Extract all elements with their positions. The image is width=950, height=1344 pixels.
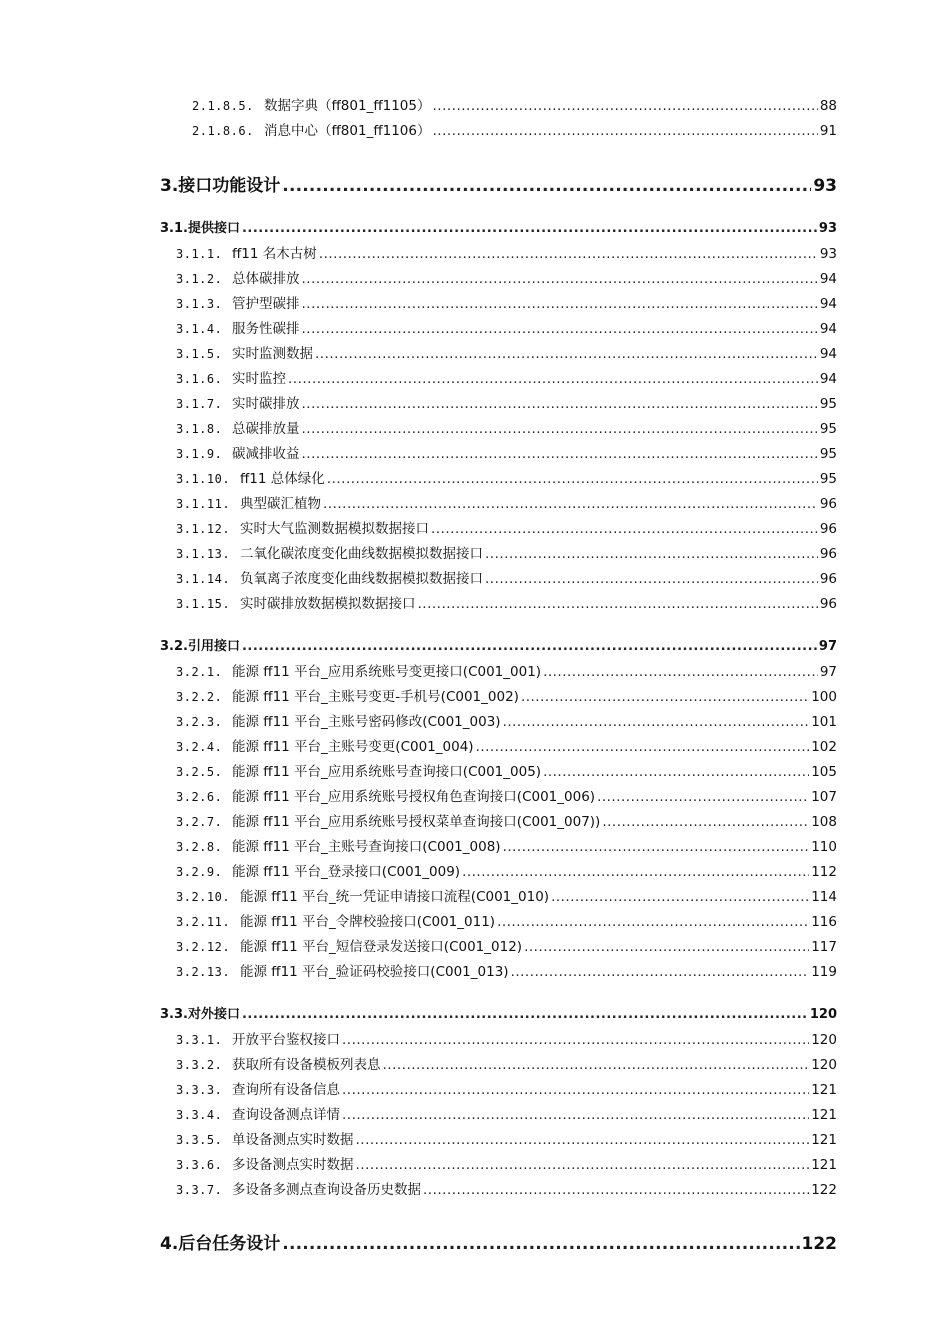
toc-entry[interactable] (176, 1153, 837, 1173)
dot-leader (242, 1007, 808, 1022)
entry-page: 96 (819, 596, 837, 612)
dot-leader (282, 1234, 799, 1254)
dot-leader (356, 1132, 810, 1148)
dot-leader (342, 1107, 809, 1123)
entry-page: 110 (811, 839, 837, 855)
entry-number: 3.2.8. (176, 840, 223, 854)
entry-number: 3.1.10. (176, 472, 231, 486)
entry-page: 122 (811, 1182, 837, 1198)
entry-page: 117 (811, 939, 837, 955)
entry-page: 121 (811, 1132, 837, 1148)
entry-number: 3.1.6. (176, 372, 223, 386)
dot-leader (327, 471, 818, 487)
entry-title: 碳减排收益 (232, 446, 300, 462)
toc-entry[interactable] (176, 592, 837, 612)
toc-entry[interactable] (176, 267, 837, 287)
entry-title: 能源 ff11 平台_应用系统账号授权菜单查询接口(C001_007)) (232, 814, 601, 830)
toc-chapter[interactable] (160, 171, 837, 197)
entry-number: 3.1.2. (176, 272, 223, 286)
entry-page: 96 (819, 496, 837, 512)
entry-number: 3.1.9. (176, 447, 223, 461)
entry-title: 能源 ff11 平台_主账号密码修改(C001_003) (232, 714, 501, 730)
entry-title: 能源 ff11 平台_短信登录发送接口(C001_012) (240, 939, 523, 955)
entry-number: 3.3. (160, 1007, 188, 1022)
entry-page: 94 (819, 371, 837, 387)
toc-entry[interactable] (176, 960, 837, 980)
entry-title: 单设备测点实时数据 (232, 1132, 354, 1148)
dot-leader (503, 839, 810, 855)
toc-entry[interactable] (176, 317, 837, 337)
dot-leader (431, 521, 818, 537)
toc-entry[interactable] (176, 1178, 837, 1198)
toc-entry[interactable] (192, 94, 837, 114)
entry-title: 能源 ff11 平台_登录接口(C001_009) (232, 864, 461, 880)
toc-entry[interactable] (176, 785, 837, 805)
entry-number: 3.3.4. (176, 1108, 223, 1122)
entry-number: 3. (160, 176, 179, 196)
entry-number: 3.2.11. (176, 915, 231, 929)
toc-entry[interactable] (176, 935, 837, 955)
dot-leader (485, 546, 818, 562)
entry-title: 引用接口 (187, 639, 240, 654)
entry-title: 多设备多测点查询设备历史数据 (232, 1182, 421, 1198)
dot-leader (302, 421, 818, 437)
entry-page: 119 (811, 964, 837, 980)
dot-leader (432, 123, 817, 139)
dot-leader (282, 176, 811, 196)
entry-title: 能源 ff11 平台_统一凭证申请接口流程(C001_010) (240, 889, 550, 905)
entry-page: 120 (809, 1007, 837, 1022)
entry-number: 2.1.8.6. (192, 124, 254, 138)
dot-leader (485, 571, 818, 587)
entry-title: ff11 名木古树 (232, 246, 317, 262)
entry-page: 122 (801, 1234, 837, 1254)
entry-number: 2.1.8.5. (192, 99, 254, 113)
toc-entry[interactable] (176, 392, 837, 412)
entry-number: 3.1.4. (176, 322, 223, 336)
dot-leader (597, 789, 809, 805)
entry-title: 二氧化碳浓度变化曲线数据模拟数据接口 (240, 546, 483, 562)
entry-number: 3.1. (160, 221, 188, 236)
entry-page: 95 (819, 396, 837, 412)
entry-number: 3.3.7. (176, 1183, 223, 1197)
toc-section[interactable] (160, 635, 837, 655)
entry-title: 数据字典（ff801_ff1105） (264, 98, 431, 114)
entry-title: 能源 ff11 平台_主账号查询接口(C001_008) (232, 839, 501, 855)
entry-page: 121 (811, 1107, 837, 1123)
entry-title: 实时碳排放 (232, 396, 300, 412)
dot-leader (302, 396, 818, 412)
entry-page: 95 (819, 421, 837, 437)
entry-number: 3.1.12. (176, 522, 231, 536)
toc-entry[interactable] (176, 517, 837, 537)
toc-entry[interactable] (176, 292, 837, 312)
entry-page: 114 (811, 889, 837, 905)
dot-leader (242, 221, 817, 236)
toc-entry[interactable] (176, 760, 837, 780)
entry-page: 93 (819, 246, 837, 262)
dot-leader (432, 98, 817, 114)
entry-number: 3.2. (160, 639, 188, 654)
entry-page: 112 (811, 864, 837, 880)
entry-title: 实时监测数据 (232, 346, 313, 362)
entry-title: 管护型碳排 (232, 296, 300, 312)
entry-page: 97 (818, 639, 837, 654)
entry-page: 94 (819, 321, 837, 337)
entry-title: 总体碳排放 (232, 271, 300, 287)
entry-title: 实时碳排放数据模拟数据接口 (240, 596, 416, 612)
entry-title: 能源 ff11 平台_主账号变更(C001_004) (232, 739, 474, 755)
toc-entry[interactable] (176, 910, 837, 930)
entry-title: 多设备测点实时数据 (232, 1157, 354, 1173)
entry-page: 94 (819, 271, 837, 287)
entry-title: 能源 ff11 平台_应用系统账号授权角色查询接口(C001_006) (232, 789, 596, 805)
entry-title: 实时监控 (232, 371, 286, 387)
entry-number: 3.2.6. (176, 790, 223, 804)
entry-page: 101 (811, 714, 837, 730)
entry-title: 能源 ff11 平台_验证码校验接口(C001_013) (240, 964, 509, 980)
dot-leader (323, 496, 818, 512)
entry-page: 102 (811, 739, 837, 755)
dot-leader (418, 596, 818, 612)
entry-page: 95 (819, 446, 837, 462)
toc-entry[interactable] (176, 542, 837, 562)
entry-title: 查询所有设备信息 (232, 1082, 340, 1098)
dot-leader (315, 346, 818, 362)
entry-number: 3.3.5. (176, 1133, 223, 1147)
entry-number: 3.1.11. (176, 497, 231, 511)
entry-title: 后台任务设计 (178, 1234, 281, 1254)
entry-title: 能源 ff11 平台_令牌校验接口(C001_011) (240, 914, 496, 930)
toc-section[interactable] (160, 217, 837, 237)
entry-title: 消息中心（ff801_ff1106） (264, 123, 431, 139)
entry-number: 3.1.7. (176, 397, 223, 411)
toc-entry[interactable] (176, 242, 837, 262)
entry-number: 3.2.2. (176, 690, 223, 704)
entry-number: 3.2.12. (176, 940, 231, 954)
entry-title: 开放平台鉴权接口 (232, 1032, 340, 1048)
toc-entry[interactable] (176, 467, 837, 487)
dot-leader (342, 1032, 809, 1048)
entry-page: 96 (819, 521, 837, 537)
entry-page: 91 (819, 123, 837, 139)
toc-entry[interactable] (176, 1078, 837, 1098)
entry-page: 93 (818, 221, 837, 236)
dot-leader (242, 639, 817, 654)
entry-title: 实时大气监测数据模拟数据接口 (240, 521, 429, 537)
entry-page: 95 (819, 471, 837, 487)
entry-page: 108 (811, 814, 837, 830)
entry-title: 能源 ff11 平台_主账号变更-手机号(C001_002) (232, 689, 519, 705)
entry-number: 3.2.9. (176, 865, 223, 879)
entry-number: 3.3.2. (176, 1058, 223, 1072)
toc-entry[interactable] (176, 735, 837, 755)
dot-leader (302, 446, 818, 462)
entry-number: 3.2.13. (176, 965, 231, 979)
entry-title: 获取所有设备模板列表息 (232, 1057, 381, 1073)
entry-number: 3.3.3. (176, 1083, 223, 1097)
entry-number: 3.1.5. (176, 347, 223, 361)
entry-number: 3.1.13. (176, 547, 231, 561)
toc-entry[interactable] (176, 660, 837, 680)
toc-entry[interactable] (176, 567, 837, 587)
entry-number: 3.1.1. (176, 247, 223, 261)
toc-entry[interactable] (176, 417, 837, 437)
dot-leader (503, 714, 810, 730)
dot-leader (383, 1057, 810, 1073)
entry-page: 100 (811, 689, 837, 705)
entry-title: 查询设备测点详情 (232, 1107, 340, 1123)
dot-leader (521, 689, 809, 705)
entry-number: 3.2.7. (176, 815, 223, 829)
toc-section[interactable] (160, 1003, 837, 1023)
dot-leader (462, 864, 809, 880)
dot-leader (423, 1182, 809, 1198)
entry-number: 3.2.5. (176, 765, 223, 779)
entry-title: 负氧离子浓度变化曲线数据模拟数据接口 (240, 571, 483, 587)
dot-leader (356, 1157, 810, 1173)
dot-leader (302, 271, 818, 287)
toc-entry[interactable] (176, 1028, 837, 1048)
toc-entry[interactable] (192, 119, 837, 139)
entry-number: 3.1.14. (176, 572, 231, 586)
entry-title: 典型碳汇植物 (240, 496, 321, 512)
entry-number: 3.3.1. (176, 1033, 223, 1047)
entry-title: 能源 ff11 平台_应用系统账号查询接口(C001_005) (232, 764, 542, 780)
entry-page: 116 (811, 914, 837, 930)
entry-page: 94 (819, 346, 837, 362)
entry-number: 3.1.3. (176, 297, 223, 311)
entry-title: 服务性碳排 (232, 321, 300, 337)
toc-entry[interactable] (176, 1103, 837, 1123)
toc-entry[interactable] (176, 810, 837, 830)
toc-chapter[interactable] (160, 1229, 837, 1255)
dot-leader (602, 814, 809, 830)
dot-leader (543, 664, 818, 680)
toc-entry[interactable] (176, 885, 837, 905)
entry-page: 120 (811, 1032, 837, 1048)
dot-leader (302, 296, 818, 312)
entry-title: 能源 ff11 平台_应用系统账号变更接口(C001_001) (232, 664, 542, 680)
dot-leader (551, 889, 809, 905)
toc-entry[interactable] (176, 1053, 837, 1073)
entry-number: 3.3.6. (176, 1158, 223, 1172)
toc-entry[interactable] (176, 342, 837, 362)
toc-entry[interactable] (176, 492, 837, 512)
toc-entry[interactable] (176, 835, 837, 855)
entry-page: 96 (819, 571, 837, 587)
entry-title: 总碳排放量 (232, 421, 300, 437)
dot-leader (476, 739, 810, 755)
entry-title: 对外接口 (187, 1007, 240, 1022)
entry-page: 121 (811, 1082, 837, 1098)
entry-number: 3.2.4. (176, 740, 223, 754)
toc-entry[interactable] (176, 860, 837, 880)
dot-leader (342, 1082, 809, 1098)
entry-page: 93 (813, 176, 837, 196)
entry-page: 105 (811, 764, 837, 780)
toc-entry[interactable] (176, 442, 837, 462)
entry-title: ff11 总体绿化 (240, 471, 325, 487)
toc-entry[interactable] (176, 710, 837, 730)
entry-page: 94 (819, 296, 837, 312)
toc-entry[interactable] (176, 1128, 837, 1148)
toc-entry[interactable] (176, 367, 837, 387)
dot-leader (543, 764, 809, 780)
dot-leader (497, 914, 809, 930)
dot-leader (302, 321, 818, 337)
dot-leader (511, 964, 810, 980)
entry-page: 107 (811, 789, 837, 805)
entry-number: 4. (160, 1234, 179, 1254)
entry-page: 121 (811, 1157, 837, 1173)
dot-leader (288, 371, 818, 387)
entry-title: 接口功能设计 (178, 176, 281, 196)
entry-page: 97 (819, 664, 837, 680)
entry-page: 120 (811, 1057, 837, 1073)
entry-page: 88 (819, 98, 837, 114)
dot-leader (319, 246, 818, 262)
entry-number: 3.1.8. (176, 422, 223, 436)
entry-number: 3.2.3. (176, 715, 223, 729)
entry-title: 提供接口 (187, 221, 240, 236)
entry-number: 3.1.15. (176, 597, 231, 611)
toc-entry[interactable] (176, 685, 837, 705)
entry-number: 3.2.10. (176, 890, 231, 904)
dot-leader (524, 939, 809, 955)
entry-number: 3.2.1. (176, 665, 223, 679)
entry-page: 96 (819, 546, 837, 562)
